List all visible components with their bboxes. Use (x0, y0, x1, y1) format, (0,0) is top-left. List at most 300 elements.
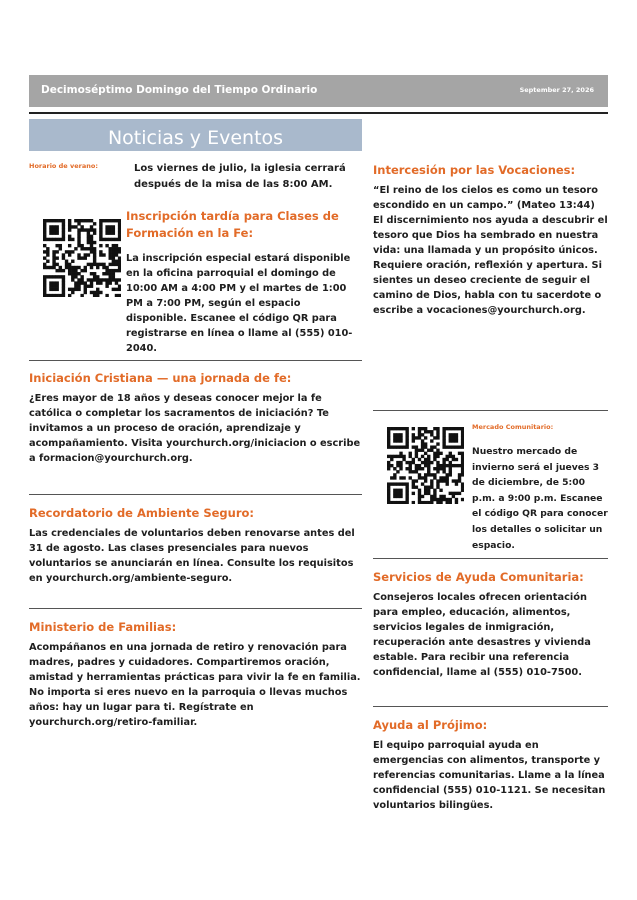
qr-module (43, 256, 46, 259)
qr-module (396, 436, 399, 439)
qr-module (112, 250, 115, 253)
qr-module (49, 238, 52, 241)
qr-module (396, 492, 399, 495)
qr-module (109, 256, 112, 259)
qr-module (52, 260, 55, 263)
qr-module (393, 433, 396, 436)
qr-module (455, 439, 458, 442)
qr-module (399, 439, 402, 442)
qr-module (424, 486, 427, 489)
initiation-text: ¿Eres mayor de 18 años y deseas conocer mejor la fe católica o completar los sacramentos de iniciación? Te invitamos a un proceso de oración, aprendizaje y acompañamiento. Visita yourchurch.org/iniciacion o escribe a formacion@yourchurch.org. (29, 393, 361, 464)
qr-module (399, 476, 402, 479)
qr-module (427, 464, 430, 467)
qr-module (68, 272, 71, 275)
qr-module (99, 291, 102, 294)
qr-module (87, 238, 90, 241)
qr-module (442, 427, 445, 430)
qr-module (90, 235, 93, 238)
qr-module (105, 219, 108, 222)
qr-module (102, 278, 105, 281)
qr-module (396, 495, 399, 498)
qr-module (421, 501, 424, 504)
qr-module (387, 442, 390, 445)
qr-module (55, 285, 58, 288)
qr-module (93, 291, 96, 294)
qr-module (59, 275, 62, 278)
qr-module (421, 445, 424, 448)
qr-module (68, 263, 71, 266)
qr-module (102, 238, 105, 241)
qr-module (77, 285, 80, 288)
qr-module (46, 275, 49, 278)
qr-module (393, 467, 396, 470)
qr-module (71, 272, 74, 275)
qr-module (458, 492, 461, 495)
qr-module (46, 253, 49, 256)
qr-module (387, 427, 390, 430)
qr-module (436, 452, 439, 455)
qr-module (446, 501, 449, 504)
qr-module (446, 498, 449, 501)
qr-module (433, 473, 436, 476)
qr-module (43, 281, 46, 284)
qr-module (433, 476, 436, 479)
qr-module (399, 489, 402, 492)
qr-module (418, 489, 421, 492)
qr-module (430, 482, 433, 485)
qr-module (87, 253, 90, 256)
qr-module (55, 231, 58, 234)
qr-module (449, 452, 452, 455)
qr-module (71, 225, 74, 228)
qr-module (43, 238, 46, 241)
qr-module (118, 231, 121, 234)
qr-module (436, 461, 439, 464)
qr-module (112, 269, 115, 272)
qr-module (424, 489, 427, 492)
qr-module (62, 275, 65, 278)
qr-module (49, 266, 52, 269)
qr-module (112, 244, 115, 247)
qr-module (390, 482, 393, 485)
qr-module (59, 244, 62, 247)
qr-module (84, 256, 87, 259)
qr-module (55, 256, 58, 259)
qr-module (405, 442, 408, 445)
qr-module (396, 501, 399, 504)
qr-module (52, 225, 55, 228)
qr-module (418, 476, 421, 479)
qr-module (84, 219, 87, 222)
qr-module (418, 495, 421, 498)
qr-module (402, 476, 405, 479)
families-heading: Ministerio de Familias: (29, 620, 177, 634)
qr-module (43, 275, 46, 278)
qr-module (442, 476, 445, 479)
qr-module (430, 473, 433, 476)
qr-module (393, 501, 396, 504)
qr-module (430, 439, 433, 442)
qr-module (96, 288, 99, 291)
qr-module (449, 461, 452, 464)
qr-module (446, 458, 449, 461)
qr-module (84, 253, 87, 256)
qr-module (415, 445, 418, 448)
qr-module (99, 231, 102, 234)
qr-module (461, 482, 464, 485)
qr-module (455, 433, 458, 436)
qr-module (87, 263, 90, 266)
qr-module (74, 269, 77, 272)
qr-module (439, 498, 442, 501)
qr-module (52, 250, 55, 253)
qr-module (68, 266, 71, 269)
qr-module (458, 452, 461, 455)
qr-module (405, 461, 408, 464)
qr-module (430, 479, 433, 482)
qr-module (43, 225, 46, 228)
qr-module (80, 278, 83, 281)
qr-module (43, 294, 46, 297)
qr-module (74, 281, 77, 284)
qr-module (412, 461, 415, 464)
qr-module (405, 445, 408, 448)
qr-module (430, 461, 433, 464)
qr-module (62, 291, 65, 294)
vocations-heading: Intercesión por las Vocaciones: (373, 163, 576, 177)
qr-module (90, 250, 93, 253)
qr-module (84, 285, 87, 288)
qr-module (436, 501, 439, 504)
qr-module (46, 247, 49, 250)
qr-module (449, 470, 452, 473)
qr-module (77, 281, 80, 284)
qr-module (96, 281, 99, 284)
qr-module (87, 247, 90, 250)
qr-module (442, 436, 445, 439)
qr-module (449, 501, 452, 504)
qr-module (399, 501, 402, 504)
qr-module (55, 275, 58, 278)
qr-module (439, 495, 442, 498)
qr-module (387, 430, 390, 433)
qr-module (461, 427, 464, 430)
qr-module (430, 495, 433, 498)
qr-module (65, 263, 68, 266)
qr-module (71, 238, 74, 241)
qr-module (52, 231, 55, 234)
qr-module (115, 247, 118, 250)
qr-module (396, 489, 399, 492)
qr-module (412, 479, 415, 482)
qr-module (436, 498, 439, 501)
qr-module (402, 455, 405, 458)
bulletin-date: September 27, 2026 (519, 86, 594, 94)
community-help-heading: Servicios de Ayuda Comunitaria: (373, 570, 584, 584)
qr-module (449, 467, 452, 470)
qr-module (90, 225, 93, 228)
qr-module (109, 269, 112, 272)
qr-module (65, 260, 68, 263)
qr-module (424, 492, 427, 495)
qr-module (418, 467, 421, 470)
qr-module (442, 461, 445, 464)
qr-module (115, 260, 118, 263)
qr-module (77, 231, 80, 234)
qr-module (112, 225, 115, 228)
qr-module (55, 263, 58, 266)
qr-module (424, 464, 427, 467)
qr-module (418, 498, 421, 501)
qr-module (421, 482, 424, 485)
qr-module (442, 479, 445, 482)
qr-module (59, 238, 62, 241)
qr-module (112, 272, 115, 275)
qr-module (415, 436, 418, 439)
qr-module (74, 275, 77, 278)
qr-module (59, 219, 62, 222)
qr-module (455, 498, 458, 501)
qr-module (433, 467, 436, 470)
qr-module (393, 427, 396, 430)
qr-module (409, 452, 412, 455)
qr-module (115, 281, 118, 284)
qr-module (424, 430, 427, 433)
qr-module (405, 501, 408, 504)
qr-module (93, 278, 96, 281)
qr-module (87, 241, 90, 244)
qr-module (436, 482, 439, 485)
qr-module (55, 269, 58, 272)
families-text: Acompáñanos en una jornada de retiro y renovación para madres, padres y cuidadores. Compartiremos oración, amistad y herramientas prácticas para vivir la fe en familia. No importa si eres nuevo en la parroquia o llevas muchos años: hay un lugar para ti. Regístrate en yourchurch.org/retiro-familiar. (29, 642, 361, 728)
qr-module (412, 458, 415, 461)
qr-module (427, 473, 430, 476)
qr-module (96, 278, 99, 281)
qr-module (71, 269, 74, 272)
qr-module (424, 473, 427, 476)
qr-module (74, 288, 77, 291)
qr-module (442, 467, 445, 470)
qr-module (442, 430, 445, 433)
qr-module (55, 219, 58, 222)
qr-module (99, 228, 102, 231)
qr-module (424, 445, 427, 448)
qr-module (46, 238, 49, 241)
qr-module (96, 275, 99, 278)
qr-module (458, 476, 461, 479)
qr-module (455, 427, 458, 430)
qr-module (109, 253, 112, 256)
qr-module (80, 228, 83, 231)
qr-module (105, 244, 108, 247)
qr-module (433, 436, 436, 439)
qr-module (99, 253, 102, 256)
qr-module (458, 427, 461, 430)
qr-module (433, 458, 436, 461)
qr-module (442, 495, 445, 498)
qr-module (96, 263, 99, 266)
qr-module (102, 266, 105, 269)
qr-module (43, 235, 46, 238)
qr-module (449, 464, 452, 467)
qr-module (112, 263, 115, 266)
qr-module (62, 281, 65, 284)
qr-module (412, 436, 415, 439)
qr-module (461, 467, 464, 470)
qr-module (87, 278, 90, 281)
qr-module (112, 256, 115, 259)
qr-module (68, 288, 71, 291)
qr-module (90, 285, 93, 288)
qr-module (93, 294, 96, 297)
qr-module (415, 467, 418, 470)
vocations-text: “El reino de los cielos es como un tesoro escondido en un campo.” (Mateo 13:44) El discernimiento nos ayuda a descubrir el tesoro que Dios ha sembrado en nuestra vida: una llamada y un propósito únicos. Requiere oración, reflexión y apertura. Si sientes un deseo creciente de seguir el camino de Dios, habla con tu sacerdote o escribe a vocaciones@yourchurch.org. (373, 185, 608, 316)
qr-module (446, 479, 449, 482)
qr-module (387, 464, 390, 467)
section-banner (29, 119, 362, 151)
qr-module (68, 294, 71, 297)
qr-module (62, 294, 65, 297)
qr-module (80, 256, 83, 259)
qr-module (62, 256, 65, 259)
qr-module (93, 263, 96, 266)
qr-module (399, 467, 402, 470)
qr-module (77, 228, 80, 231)
qr-module (436, 436, 439, 439)
qr-module (461, 486, 464, 489)
divider (29, 360, 362, 361)
qr-module (442, 442, 445, 445)
qr-module (427, 467, 430, 470)
qr-module (424, 476, 427, 479)
qr-module (55, 225, 58, 228)
qr-module (49, 228, 52, 231)
qr-module (387, 433, 390, 436)
qr-module (396, 461, 399, 464)
qr-module (387, 461, 390, 464)
qr-module (112, 288, 115, 291)
qr-module (409, 467, 412, 470)
qr-module (68, 244, 71, 247)
qr-module (446, 473, 449, 476)
qr-module (55, 238, 58, 241)
qr-module (62, 231, 65, 234)
qr-module (399, 436, 402, 439)
qr-module (52, 228, 55, 231)
qr-module (71, 278, 74, 281)
qr-module (387, 498, 390, 501)
qr-module (62, 222, 65, 225)
qr-module (62, 228, 65, 231)
qr-module (430, 433, 433, 436)
qr-module (430, 498, 433, 501)
qr-module (412, 486, 415, 489)
qr-module (112, 231, 115, 234)
qr-module (115, 253, 118, 256)
qr-code-market (387, 427, 464, 504)
qr-module (427, 430, 430, 433)
qr-module (421, 461, 424, 464)
qr-module (436, 464, 439, 467)
qr-module (430, 430, 433, 433)
qr-module (90, 272, 93, 275)
qr-module (77, 272, 80, 275)
qr-module (52, 256, 55, 259)
qr-module (87, 231, 90, 234)
qr-module (439, 452, 442, 455)
qr-module (102, 253, 105, 256)
qr-module (80, 219, 83, 222)
qr-module (461, 470, 464, 473)
qr-module (90, 241, 93, 244)
qr-module (393, 495, 396, 498)
qr-module (90, 266, 93, 269)
qr-module (418, 436, 421, 439)
divider (29, 608, 362, 609)
qr-module (449, 473, 452, 476)
qr-module (68, 238, 71, 241)
qr-module (102, 272, 105, 275)
qr-module (405, 486, 408, 489)
qr-module (46, 260, 49, 263)
qr-module (439, 479, 442, 482)
qr-module (115, 238, 118, 241)
qr-module (455, 482, 458, 485)
qr-module (399, 427, 402, 430)
qr-module (409, 461, 412, 464)
qr-module (105, 225, 108, 228)
qr-module (80, 275, 83, 278)
qr-module (105, 285, 108, 288)
qr-module (390, 445, 393, 448)
qr-module (412, 439, 415, 442)
qr-module (421, 433, 424, 436)
qr-module (105, 269, 108, 272)
qr-module (80, 269, 83, 272)
qr-module (399, 495, 402, 498)
qr-module (390, 427, 393, 430)
qr-module (43, 222, 46, 225)
qr-module (93, 260, 96, 263)
qr-module (446, 445, 449, 448)
qr-module (461, 442, 464, 445)
safe-environment-text: Las credenciales de voluntarios deben renovarse antes del 31 de agosto. Las clases presenciales para nuevos voluntarios se anunciarán en línea. Consulte los requisitos en yourchurch.org/ambiente-seguro. (29, 528, 355, 584)
qr-module (118, 250, 121, 253)
qr-module (93, 241, 96, 244)
qr-module (418, 449, 421, 452)
qr-module (424, 452, 427, 455)
qr-module (461, 464, 464, 467)
qr-module (52, 281, 55, 284)
qr-module (452, 495, 455, 498)
qr-module (436, 486, 439, 489)
qr-module (405, 427, 408, 430)
qr-module (424, 436, 427, 439)
qr-module (387, 495, 390, 498)
qr-module (387, 486, 390, 489)
qr-module (399, 455, 402, 458)
qr-module (49, 231, 52, 234)
qr-module (99, 238, 102, 241)
qr-module (433, 498, 436, 501)
qr-module (118, 219, 121, 222)
qr-module (433, 492, 436, 495)
qr-module (115, 250, 118, 253)
neighbor-heading: Ayuda al Prójimo: (373, 718, 488, 732)
qr-module (387, 455, 390, 458)
qr-module (46, 250, 49, 253)
qr-module (446, 476, 449, 479)
